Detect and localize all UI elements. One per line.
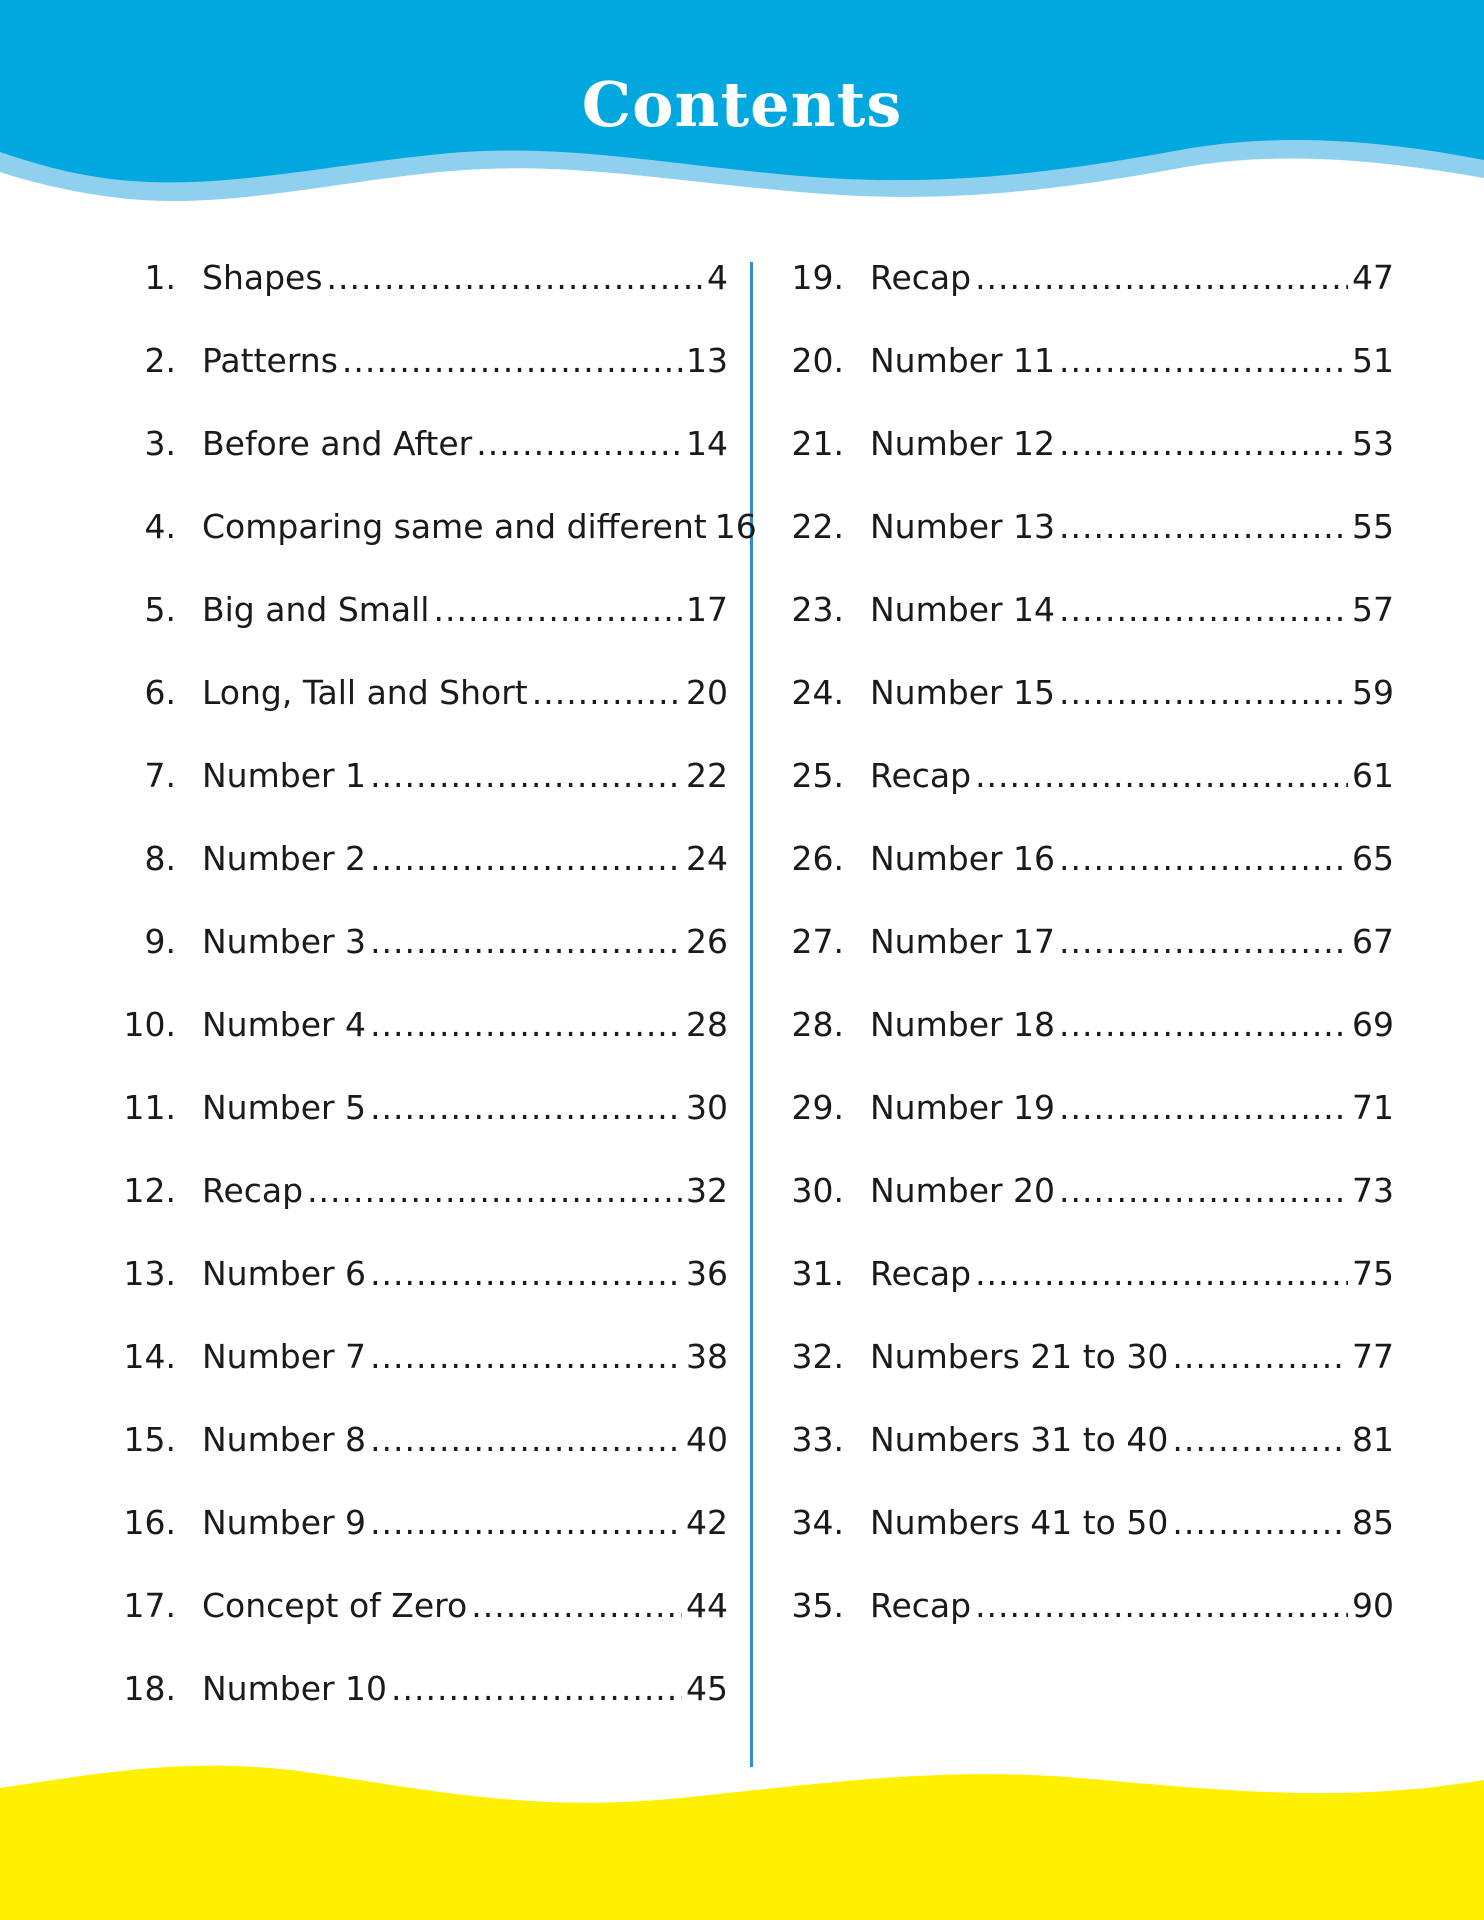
toc-entry-number: 2.	[144, 341, 176, 380]
dot-leader	[1059, 922, 1348, 961]
toc-entry-page: 16	[714, 507, 757, 546]
toc-entry-title: Concept of Zero	[202, 1586, 468, 1625]
toc-entry-title: Recap	[870, 258, 972, 297]
toc-entry-title: Number 5	[202, 1088, 367, 1127]
toc-entry-number: 27.	[791, 922, 844, 961]
toc-entry-number: 7.	[144, 756, 176, 795]
toc-entry	[90, 424, 728, 507]
dot-leader	[1059, 839, 1348, 878]
dot-leader	[1059, 590, 1348, 629]
dot-leader	[1172, 1420, 1348, 1459]
toc-entry-title: Number 19	[870, 1088, 1056, 1127]
toc-entry-title: Number 12	[870, 424, 1056, 463]
toc-entry	[90, 1420, 728, 1503]
toc-entry-page: 36	[686, 1254, 728, 1293]
toc-entry	[90, 922, 728, 1005]
dot-leader	[307, 1171, 682, 1210]
toc-entry-page: 45	[686, 1669, 728, 1708]
toc-entry-number: 20.	[791, 341, 844, 380]
toc-entry-title: Number 18	[870, 1005, 1056, 1044]
toc-entry-page: 57	[1352, 590, 1394, 629]
contents-right-column	[758, 258, 1394, 1669]
dot-leader	[370, 1005, 682, 1044]
toc-entry-number: 16.	[123, 1503, 176, 1542]
toc-entry-page: 61	[1352, 756, 1394, 795]
footer-wave-banner	[0, 1760, 1484, 1920]
toc-entry-number: 13.	[123, 1254, 176, 1293]
dot-leader	[1172, 1337, 1348, 1376]
toc-entry-page: 65	[1352, 839, 1394, 878]
toc-entry-title: Number 4	[202, 1005, 367, 1044]
toc-entry-page: 47	[1352, 258, 1394, 297]
dot-leader	[975, 1586, 1348, 1625]
toc-entry-page: 22	[686, 756, 728, 795]
toc-entry-page: 51	[1352, 341, 1394, 380]
toc-entry	[90, 673, 728, 756]
toc-entry-title: Recap	[202, 1171, 304, 1210]
toc-entry	[90, 1503, 728, 1586]
dot-leader	[433, 590, 682, 629]
toc-entry	[90, 1586, 728, 1669]
toc-entry	[758, 1420, 1394, 1503]
toc-entry-number: 25.	[791, 756, 844, 795]
toc-entry-page: 55	[1352, 507, 1394, 546]
toc-entry-title: Number 16	[870, 839, 1056, 878]
toc-entry-page: 4	[707, 258, 728, 297]
toc-entry-number: 1.	[144, 258, 176, 297]
toc-entry	[90, 507, 757, 590]
toc-entry-page: 75	[1352, 1254, 1394, 1293]
toc-entry	[90, 590, 728, 673]
toc-entry-title: Number 10	[202, 1669, 388, 1708]
toc-entry-title: Number 20	[870, 1171, 1056, 1210]
toc-entry-page: 20	[686, 673, 728, 712]
toc-entry-title: Recap	[870, 1586, 972, 1625]
toc-entry	[758, 1254, 1394, 1337]
toc-entry-number: 21.	[791, 424, 844, 463]
dot-leader	[975, 756, 1348, 795]
toc-entry-page: 59	[1352, 673, 1394, 712]
toc-entry	[90, 1005, 728, 1088]
toc-entry-title: Shapes	[202, 258, 323, 297]
toc-entry	[90, 341, 728, 424]
dot-leader	[975, 258, 1348, 297]
toc-entry-title: Number 17	[870, 922, 1056, 961]
toc-entry	[758, 424, 1394, 507]
toc-entry-page: 67	[1352, 922, 1394, 961]
toc-entry-title: Comparing same and different	[202, 507, 707, 546]
toc-entry	[90, 1669, 728, 1752]
toc-entry	[758, 673, 1394, 756]
toc-entry-number: 34.	[791, 1503, 844, 1542]
toc-entry	[758, 756, 1394, 839]
dot-leader	[370, 1503, 682, 1542]
toc-entry	[758, 922, 1394, 1005]
toc-entry-number: 17.	[123, 1586, 176, 1625]
dot-leader	[327, 258, 703, 297]
dot-leader	[391, 1669, 682, 1708]
toc-entry-number: 3.	[144, 424, 176, 463]
toc-entry-page: 90	[1352, 1586, 1394, 1625]
toc-entry	[90, 1254, 728, 1337]
toc-entry-number: 18.	[123, 1669, 176, 1708]
toc-entry-title: Number 8	[202, 1420, 367, 1459]
toc-entry-page: 30	[686, 1088, 728, 1127]
toc-entry-title: Big and Small	[202, 590, 430, 629]
toc-entry-number: 5.	[144, 590, 176, 629]
dot-leader	[370, 756, 682, 795]
toc-entry-page: 77	[1352, 1337, 1394, 1376]
toc-entry-number: 10.	[123, 1005, 176, 1044]
toc-entry-title: Numbers 41 to 50	[870, 1503, 1169, 1542]
toc-entry-page: 38	[686, 1337, 728, 1376]
toc-entry-page: 53	[1352, 424, 1394, 463]
toc-entry	[758, 341, 1394, 424]
toc-entry	[758, 1088, 1394, 1171]
toc-entry-number: 33.	[791, 1420, 844, 1459]
toc-entry	[90, 1337, 728, 1420]
toc-entry	[758, 1005, 1394, 1088]
toc-entry-page: 69	[1352, 1005, 1394, 1044]
dot-leader	[370, 922, 682, 961]
toc-entry-number: 14.	[123, 1337, 176, 1376]
toc-entry-title: Recap	[870, 756, 972, 795]
dot-leader	[1059, 507, 1348, 546]
dot-leader	[1059, 424, 1348, 463]
toc-entry-page: 73	[1352, 1171, 1394, 1210]
toc-entry-page: 32	[686, 1171, 728, 1210]
toc-entry-number: 35.	[791, 1586, 844, 1625]
toc-entry-page: 26	[686, 922, 728, 961]
toc-entry-page: 17	[686, 590, 728, 629]
toc-entry-number: 12.	[123, 1171, 176, 1210]
column-divider	[750, 262, 753, 1767]
toc-entry-number: 24.	[791, 673, 844, 712]
toc-entry-number: 4.	[144, 507, 176, 546]
toc-entry-number: 11.	[123, 1088, 176, 1127]
dot-leader	[1059, 341, 1348, 380]
contents-left-column	[90, 258, 757, 1752]
toc-entry-title: Numbers 21 to 30	[870, 1337, 1169, 1376]
dot-leader	[370, 1420, 682, 1459]
toc-entry-title: Number 11	[870, 341, 1056, 380]
toc-entry-title: Number 1	[202, 756, 367, 795]
dot-leader	[1059, 1088, 1348, 1127]
toc-entry-number: 19.	[791, 258, 844, 297]
toc-entry-page: 81	[1352, 1420, 1394, 1459]
dot-leader	[1059, 673, 1348, 712]
toc-entry-number: 31.	[791, 1254, 844, 1293]
toc-entry-title: Number 2	[202, 839, 367, 878]
dot-leader	[471, 1586, 682, 1625]
toc-entry-number: 32.	[791, 1337, 844, 1376]
dot-leader	[476, 424, 682, 463]
toc-entry-title: Number 15	[870, 673, 1056, 712]
toc-entry-title: Number 13	[870, 507, 1056, 546]
toc-entry	[758, 258, 1394, 341]
toc-entry	[758, 1337, 1394, 1420]
page-title: Contents	[581, 68, 903, 141]
dot-leader	[975, 1254, 1348, 1293]
toc-entry-number: 22.	[791, 507, 844, 546]
toc-entry-page: 40	[686, 1420, 728, 1459]
toc-entry	[758, 507, 1394, 590]
toc-entry-number: 6.	[144, 673, 176, 712]
toc-entry-number: 8.	[144, 839, 176, 878]
dot-leader	[370, 1337, 682, 1376]
toc-entry-number: 29.	[791, 1088, 844, 1127]
toc-entry-page: 24	[686, 839, 728, 878]
dot-leader	[1059, 1171, 1348, 1210]
toc-entry-number: 23.	[791, 590, 844, 629]
toc-entry-title: Number 3	[202, 922, 367, 961]
toc-entry-number: 9.	[144, 922, 176, 961]
toc-entry-title: Number 7	[202, 1337, 367, 1376]
toc-entry	[758, 590, 1394, 673]
toc-entry-page: 14	[686, 424, 728, 463]
toc-entry-title: Numbers 31 to 40	[870, 1420, 1169, 1459]
toc-entry-page: 13	[686, 341, 728, 380]
toc-entry	[758, 1586, 1394, 1669]
toc-entry-title: Number 9	[202, 1503, 367, 1542]
dot-leader	[370, 1088, 682, 1127]
dot-leader	[532, 673, 682, 712]
dot-leader	[1059, 1005, 1348, 1044]
toc-entry-number: 26.	[791, 839, 844, 878]
toc-entry	[758, 1171, 1394, 1254]
toc-entry-title: Before and After	[202, 424, 473, 463]
toc-entry	[758, 1503, 1394, 1586]
toc-entry-title: Number 14	[870, 590, 1056, 629]
toc-entry-number: 15.	[123, 1420, 176, 1459]
toc-entry-title: Patterns	[202, 341, 338, 380]
dot-leader	[370, 1254, 682, 1293]
toc-entry-page: 42	[686, 1503, 728, 1542]
toc-entry-title: Long, Tall and Short	[202, 673, 528, 712]
toc-entry-page: 28	[686, 1005, 728, 1044]
toc-entry	[90, 258, 728, 341]
dot-leader	[342, 341, 682, 380]
toc-entry-title: Number 6	[202, 1254, 367, 1293]
toc-entry	[90, 1171, 728, 1254]
toc-entry-page: 44	[686, 1586, 728, 1625]
toc-entry	[758, 839, 1394, 922]
toc-entry-page: 71	[1352, 1088, 1394, 1127]
dot-leader	[370, 839, 682, 878]
dot-leader	[1172, 1503, 1348, 1542]
toc-entry	[90, 756, 728, 839]
toc-entry-number: 28.	[791, 1005, 844, 1044]
toc-entry	[90, 839, 728, 922]
toc-entry	[90, 1088, 728, 1171]
toc-entry-title: Recap	[870, 1254, 972, 1293]
toc-entry-page: 85	[1352, 1503, 1394, 1542]
toc-entry-number: 30.	[791, 1171, 844, 1210]
